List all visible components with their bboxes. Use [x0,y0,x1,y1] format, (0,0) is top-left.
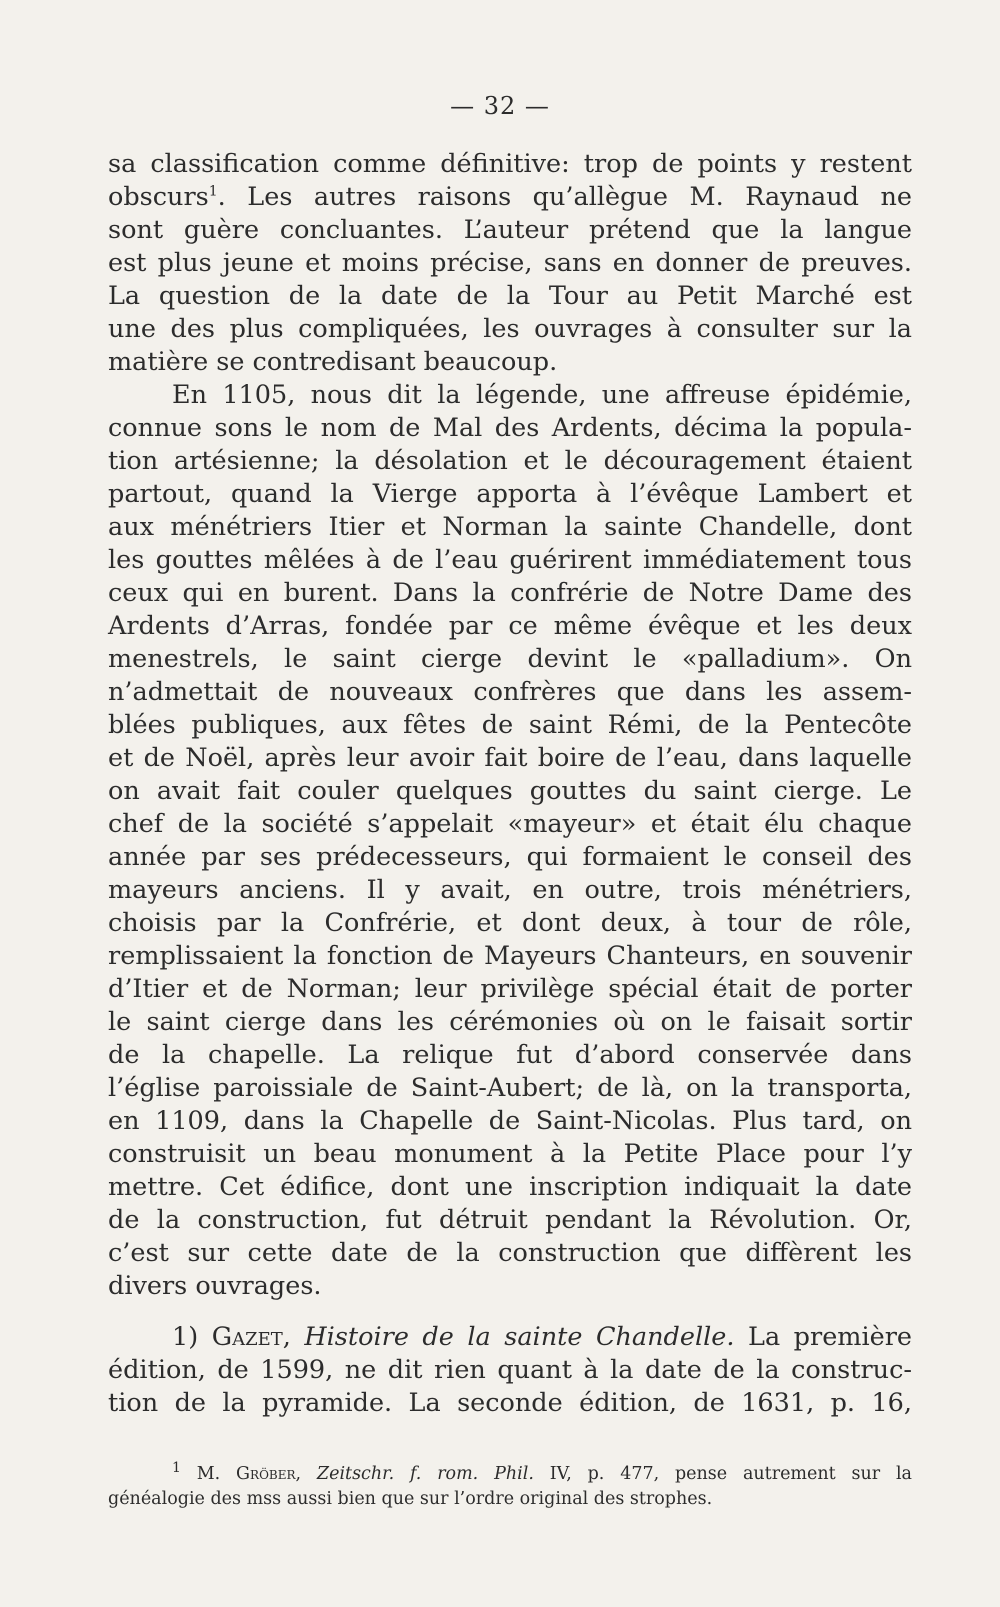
text-line: c’est sur cette date de la construction que diffèrent les [108,1238,912,1268]
text-line: choisis par la Confrérie, et dont deux, à tour de rôle, [108,908,912,938]
text-line: tion de la pyramide. La seconde édition, de 1631, p. 16, [108,1388,912,1418]
text-line: blées publiques, aux fêtes de saint Rémi, de la Pentecôte [108,710,912,740]
text-line: remplissaient la fonction de Mayeurs Chanteurs, en souvenir [108,941,912,971]
footnote-author: M. Gröber [196,1464,296,1484]
text-line: de la construction, fut détruit pendant la Révolution. Or, [108,1205,912,1235]
text-line: l’église paroissiale de Saint-Aubert; de là, on la transporta, [108,1073,912,1103]
text-line: en 1109, dans la Chapelle de Saint-Nicolas. Plus tard, on [108,1106,912,1136]
text-line: les gouttes mêlées à de l’eau guérirent immédiatement tous [108,545,912,575]
footnote-line: généalogie des mss aussi bien que sur l’ordre original des strophes. [108,1489,713,1509]
text-line: matière se contredisant beaucoup. [108,347,558,377]
text-line: En 1105, nous dit la légende, une affreuse épidémie, [172,380,912,410]
text-fragment: , [282,1322,291,1352]
text-fragment: . Les autres raisons qu’allègue M. Raynaud ne [217,182,912,212]
work-title: Histoire de la sainte Chandelle. [304,1322,735,1352]
footnotes [108,1462,912,1512]
text-line: ceux qui en burent. Dans la confrérie de Notre Dame des [108,578,912,608]
text-line: sa classification comme définitive: trop de points y restent [108,149,912,179]
text-line: partout, quand la Vierge apporta à l’évêque Lambert et [108,479,912,509]
text-fragment: IV, p. 477, pense autrement sur la [549,1464,912,1484]
text-fragment: La première [748,1322,912,1352]
text-line: connue sons le nom de Mal des Ardents, décima la popula- [108,413,912,443]
text-line: le saint cierge dans les cérémonies où on le faisait sortir [108,1007,912,1037]
text-fragment: obscurs [108,182,209,212]
text-line: on avait fait couler quelques gouttes du saint cierge. Le [108,776,912,806]
text-line: aux ménétriers Itier et Norman la sainte Chandelle, dont [108,512,912,542]
text-line: et de Noël, après leur avoir fait boire de l’eau, dans laquelle [108,743,912,773]
text-line: divers ouvrages. [108,1271,322,1301]
paragraph-2 [108,379,912,1303]
text-line: Ardents d’Arras, fondée par ce même évêque et les deux [108,611,912,641]
text-line: chef de la société s’appelait «mayeur» et était élu chaque [108,809,912,839]
author-name: Gazet [211,1322,283,1352]
text-line: tion artésienne; la désolation et le découragement étaient [108,446,912,476]
text-line: menestrels, le saint cierge devint le «palladium». On [108,644,912,674]
text-line: est plus jeune et moins précise, sans en donner de preuves. [108,248,912,278]
text-line: une des plus compliquées, les ouvrages à consulter sur la [108,314,912,344]
footnote-line: $^1$ M. Gröber, Zeitschr. f. rom. Phil. IV, p. 477, pense autrement sur la [172,1460,912,1484]
text-line: sont guère concluantes. L’auteur prétend que la langue [108,215,912,245]
footnote-journal: Zeitschr. f. rom. Phil. [316,1464,534,1484]
paragraph-3 [108,1321,912,1420]
footnote-marker: 1 [172,1460,181,1477]
footnote-ref: 1 [208,183,218,200]
text-line: La question de la date de la Tour au Petit Marché est [108,281,912,311]
text-line: construisit un beau monument à la Petite Place pour l’y [108,1139,912,1169]
text-line: de la chapelle. La relique fut d’abord conservée dans [108,1040,912,1070]
paragraph-1 [108,148,912,379]
body-text [108,148,912,1420]
text-line: n’admettait de nouveaux confrères que dans les assem- [108,677,912,707]
text-line [108,1321,912,1354]
text-line: mettre. Cet édifice, dont une inscription indiquait la date [108,1172,912,1202]
text-line [108,181,912,214]
text-line: année par ses prédecesseurs, qui formaient le conseil des [108,842,912,872]
text-line: mayeurs anciens. Il y avait, en outre, trois ménétriers, [108,875,912,905]
text-line: édition, de 1599, ne dit rien quant à la date de la construc- [108,1355,912,1385]
text-line: d’Itier et de Norman; leur privilège spécial était de porter [108,974,912,1004]
page-number: — 32 — [450,92,550,120]
list-number: 1) [172,1322,199,1352]
